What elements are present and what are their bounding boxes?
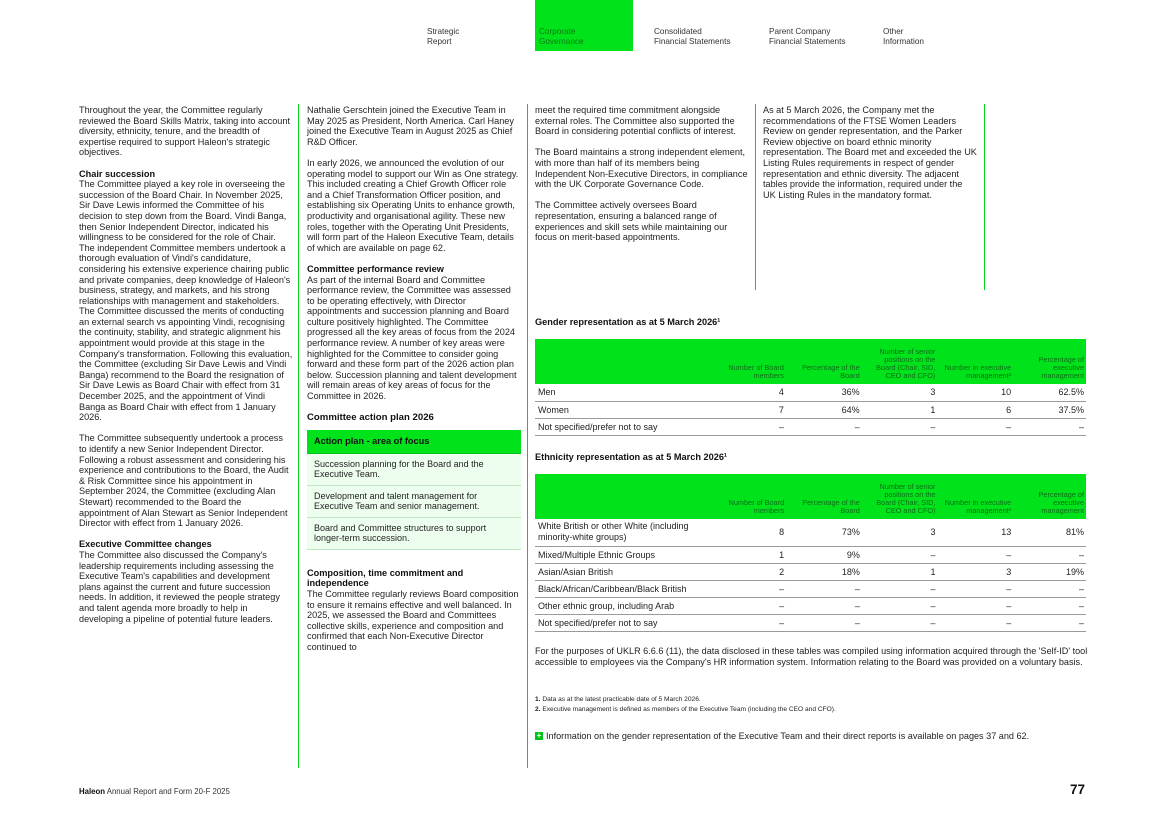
column-2 xyxy=(307,105,521,663)
table-row xyxy=(535,563,1086,580)
ftse-review-paragraph: As at 5 March 2026, the Company met the recommendations of the FTSE Women Leaders Review on gender representation, and the Parker Review objective on board ethnic minority representation. The Board met and exceeded the UK Listing Rules requirements in respect of gender representation and ethnic diversity. The adjacent tables provide the information, required under the UK Listing Rules in the mandatory format. xyxy=(763,105,977,200)
table-cell: – xyxy=(712,418,786,435)
column-1 xyxy=(79,105,293,635)
header-cell: Percentage of executive management xyxy=(1013,474,1086,519)
operating-model-paragraph: In early 2026, we announced the evolution of our operating model to support our Win as One strategy. This included creating a Chief Growth Officer role and a Chief Transformation Officer position, and establishing six Operating Units to enhance growth, productivity and organisational agility. These new roles, together with the Operating Unit Presidents, will form part of the Haleon Executive Team, details of which are available on page 62. xyxy=(307,157,519,253)
ethnicity-table xyxy=(535,474,1086,632)
page-number: 77 xyxy=(1070,782,1086,797)
table-row xyxy=(535,546,1086,563)
footnote-text: Executive management is defined as members of the Executive Team (including the CEO and CFO). xyxy=(542,706,836,713)
table-cell: 36% xyxy=(786,384,862,401)
column-divider xyxy=(298,104,299,768)
table-cell: 9% xyxy=(786,546,862,563)
table-cell: 1 xyxy=(862,563,938,580)
table-cell: 3 xyxy=(937,563,1013,580)
table-cell: – xyxy=(862,418,938,435)
row-label: Black/African/Caribbean/Black British xyxy=(535,580,713,597)
nav-tab-line1: Other xyxy=(883,27,904,36)
table-cell: – xyxy=(937,597,1013,614)
table-cell: 19% xyxy=(1013,563,1086,580)
composition-paragraph: The Committee regularly reviews Board composition to ensure it remains effective and well balanced. In 2025, we assessed the Board and Committees collective skills, experience and composition and confirmed that each Non-Executive Director continued to xyxy=(307,589,519,652)
footnote-text: Data as at the latest practicable date of 5 March 2026. xyxy=(542,696,701,703)
executive-committee-heading: Executive Committee changes xyxy=(79,539,212,550)
executive-committee-paragraph: The Committee also discussed the Company's leadership requirements including assessing the Executive Team's capabilities and development plans against the current and future succession needs. In addition, it reviewed the people strategy and talent agenda more broadly to help in developing a pipeline of potential future leaders. xyxy=(79,549,280,624)
footnote-2 xyxy=(535,705,836,715)
table-cell: – xyxy=(1013,580,1086,597)
table-cell: 62.5% xyxy=(1013,384,1086,401)
column-divider xyxy=(755,104,756,290)
table-row xyxy=(535,418,1086,435)
action-plan-row: Development and talent management for Executive Team and senior management. xyxy=(307,486,521,518)
skills-matrix-paragraph: Throughout the year, the Committee regularly reviewed the Board Skills Matrix, taking into account diversity, ethnicity, tenure, and the breadth of expertise required to support Haleon's strategic objectives. xyxy=(79,105,290,158)
table-cell: 81% xyxy=(1013,519,1086,546)
footer-doc-title: Annual Report and Form 20-F 2025 xyxy=(106,787,230,796)
table-cell: 3 xyxy=(862,519,938,546)
table-cell: 6 xyxy=(937,401,1013,418)
header-cell: Number of Board members xyxy=(712,339,786,384)
footnote-1 xyxy=(535,695,701,705)
row-label: Women xyxy=(535,401,712,418)
gender-table xyxy=(535,339,1086,436)
header-cell: Number in executive management² xyxy=(937,474,1013,519)
table-cell: – xyxy=(786,580,862,597)
nav-tab-line1: Strategic xyxy=(427,27,460,36)
header-cell: Percentage of the Board xyxy=(786,474,862,519)
header-cell: Percentage of executive management xyxy=(1013,339,1086,384)
footnote-number: 2. xyxy=(535,706,541,713)
performance-review-heading: Committee performance review xyxy=(307,263,444,274)
table-row xyxy=(535,401,1086,418)
table-cell: 13 xyxy=(937,519,1013,546)
table-header-row xyxy=(535,339,1086,384)
independence-paragraph: The Board maintains a strong independent element, with more than half of its members being Independent Non-Executive Directors, in compliance with the UK Corporate Governance Code. xyxy=(535,147,748,190)
action-plan-row: Succession planning for the Board and the Executive Team. xyxy=(307,454,521,486)
info-text[interactable]: Information on the gender representation of the Executive Team and their direct reports is available on pages 37 and 62. xyxy=(546,731,1030,741)
plus-icon: + xyxy=(536,731,542,740)
column-divider xyxy=(984,104,985,290)
table-cell: 1 xyxy=(713,546,787,563)
nav-tab-other-information[interactable] xyxy=(881,0,961,51)
table-row xyxy=(535,384,1086,401)
table-cell: 73% xyxy=(786,519,862,546)
section-nav xyxy=(0,0,1168,52)
row-label: White British or other White (including minority-white groups) xyxy=(535,519,713,546)
header-cell: Number of senior positions on the Board (Chair, SID, CEO and CFO) xyxy=(862,474,938,519)
table-cell: – xyxy=(786,597,862,614)
nav-tab-line1: Parent Company xyxy=(769,27,831,36)
representation-paragraph: The Committee actively oversees Board representation, ensuring a balanced range of experiences and skill sets while maintaining our focus on merit-based appointments. xyxy=(535,200,728,243)
chair-succession-paragraph: The Committee played a key role in overseeing the succession of the Board Chair. In November 2025, Sir Dave Lewis informed the Committee of his decision to step down from the Board. Vindi Banga, then Senior Independent Director, indicated his willingness to be considered for the role of Chair. The independent Committee members undertook a thorough evaluation of Vindi's candidature, considering his extensive experience chairing public and private companies, deep knowledge of Haleon's business, strategy, and markets, and his strong relationships with management and stakeholders. The Committee discussed the merits of conducting an external search vs appointing Vindi, recognising the continuity, stability, and strategic alignment his appointment would provide at this stage in the Company's transformation. Following this evaluation, the Committee (excluding Sir Dave Lewis and Vindi Banga) recommend to the Board the resignation of Sir Dave Lewis as Board Chair with effect from 31 December 2025, and the appointment of Vindi Banga as Board Chair with effect from 1 January 2026. xyxy=(79,179,293,423)
row-label: Men xyxy=(535,384,712,401)
info-callout xyxy=(535,731,1085,742)
footer-brand: Haleon xyxy=(79,787,105,796)
composition-heading: Composition, time commitment and independence xyxy=(307,567,464,589)
nav-tab-line2: Report xyxy=(427,37,452,46)
time-commitment-paragraph: meet the required time commitment alongside external roles. The Committee also supported the Board in considering potential conflicts of interest. xyxy=(535,105,736,137)
table-row xyxy=(535,597,1086,614)
table-cell: – xyxy=(786,614,862,631)
executive-team-paragraph: Nathalie Gerschtein joined the Executive Team in May 2025 as President, North America. Carl Haney joined the Executive Team in August 2025 as Chief R&D Officer. xyxy=(307,105,514,147)
header-cell: Number of senior positions on the Board (Chair, SID, CEO and CFO) xyxy=(862,339,938,384)
uklr-note: For the purposes of UKLR 6.6.6 (11), the data disclosed in these tables was compiled using information acquired through the 'Self-ID' tool accessible to employees via the Company's HR information system. Information relating to the Board was provided on a voluntary basis. xyxy=(535,646,1088,667)
header-cell: Number in executive management² xyxy=(937,339,1013,384)
table-cell: 3 xyxy=(862,384,938,401)
column-3 xyxy=(535,105,749,253)
header-cell xyxy=(535,474,713,519)
table-cell: – xyxy=(862,597,938,614)
table-cell: 37.5% xyxy=(1013,401,1086,418)
action-plan-row: Board and Committee structures to support longer-term succession. xyxy=(307,518,521,550)
table-row xyxy=(535,580,1086,597)
header-cell: Number of Board members xyxy=(713,474,787,519)
column-divider xyxy=(527,104,528,768)
ethnicity-table-title: Ethnicity representation as at 5 March 2026¹ xyxy=(535,452,727,462)
nav-tab-line1: Consolidated xyxy=(654,27,702,36)
table-cell: – xyxy=(1013,418,1086,435)
row-label: Not specified/prefer not to say xyxy=(535,418,712,435)
nav-tab-line2: Information xyxy=(883,37,924,46)
table-cell: – xyxy=(862,614,938,631)
row-label: Other ethnic group, including Arab xyxy=(535,597,713,614)
nav-tab-corporate-governance[interactable] xyxy=(535,0,633,51)
gender-table-title: Gender representation as at 5 March 2026¹ xyxy=(535,317,721,327)
table-cell: 4 xyxy=(712,384,786,401)
table-cell: 18% xyxy=(786,563,862,580)
table-header-row xyxy=(535,474,1086,519)
nav-tab-line1: Corporate xyxy=(539,27,576,36)
nav-tab-line2: Governance xyxy=(539,37,584,46)
table-cell: – xyxy=(862,546,938,563)
table-cell: – xyxy=(713,580,787,597)
table-cell: 10 xyxy=(937,384,1013,401)
table-cell: – xyxy=(937,580,1013,597)
footnote-number: 1. xyxy=(535,696,541,703)
table-row xyxy=(535,519,1086,546)
table-cell: – xyxy=(1013,614,1086,631)
nav-tab-consolidated-financial-statements[interactable] xyxy=(652,0,757,51)
table-cell: – xyxy=(862,580,938,597)
nav-tab-parent-company-financial-statements[interactable] xyxy=(767,0,872,51)
column-4 xyxy=(763,105,977,211)
table-cell: – xyxy=(713,614,787,631)
nav-tab-line2: Financial Statements xyxy=(769,37,846,46)
nav-tab-line2: Financial Statements xyxy=(654,37,731,46)
action-plan-table xyxy=(307,430,521,550)
header-cell xyxy=(535,339,712,384)
chair-succession-heading: Chair succession xyxy=(79,168,156,179)
table-cell: – xyxy=(937,546,1013,563)
footer-title xyxy=(79,787,230,796)
table-cell: – xyxy=(786,418,862,435)
row-label: Mixed/Multiple Ethnic Groups xyxy=(535,546,713,563)
table-cell: – xyxy=(937,418,1013,435)
row-label: Not specified/prefer not to say xyxy=(535,614,713,631)
action-plan-heading: Committee action plan 2026 xyxy=(307,412,434,424)
table-cell: 1 xyxy=(862,401,938,418)
header-cell: Percentage of the Board xyxy=(786,339,862,384)
table-cell: – xyxy=(1013,597,1086,614)
table-cell: – xyxy=(1013,546,1086,563)
table-cell: 64% xyxy=(786,401,862,418)
action-plan-header: Action plan - area of focus xyxy=(307,430,521,454)
performance-review-paragraph: As part of the internal Board and Committee performance review, the Committee was assessed to be operating effectively, with Director appointments and succession planning and Board culture positively highlighted. The Committee progressed all the key areas of focus from the 2024 performance review. A number of key areas were highlighted for the Committee to consider going forward and these form part of the 2026 action plan below. Succession planning and talent development will remain areas of key areas of focus for the Committee in 2026. xyxy=(307,274,517,402)
table-cell: 2 xyxy=(713,563,787,580)
row-label: Asian/Asian British xyxy=(535,563,713,580)
table-row xyxy=(535,614,1086,631)
nav-tab-strategic-report[interactable] xyxy=(425,0,525,51)
sid-paragraph: The Committee subsequently undertook a process to identify a new Senior Independent Director. Following a robust assessment and considering his experience and contributions to the Board, the Audit & Risk Committee since his appointment in September 2024, the Committee (excluding Alan Stewart) recommended to the Board the appointment of Alan Stewart as Senior Independent Director with effect from 1 January 2026. xyxy=(79,433,289,529)
table-cell: 7 xyxy=(712,401,786,418)
table-cell: – xyxy=(713,597,787,614)
table-cell: 8 xyxy=(713,519,787,546)
table-cell: – xyxy=(937,614,1013,631)
